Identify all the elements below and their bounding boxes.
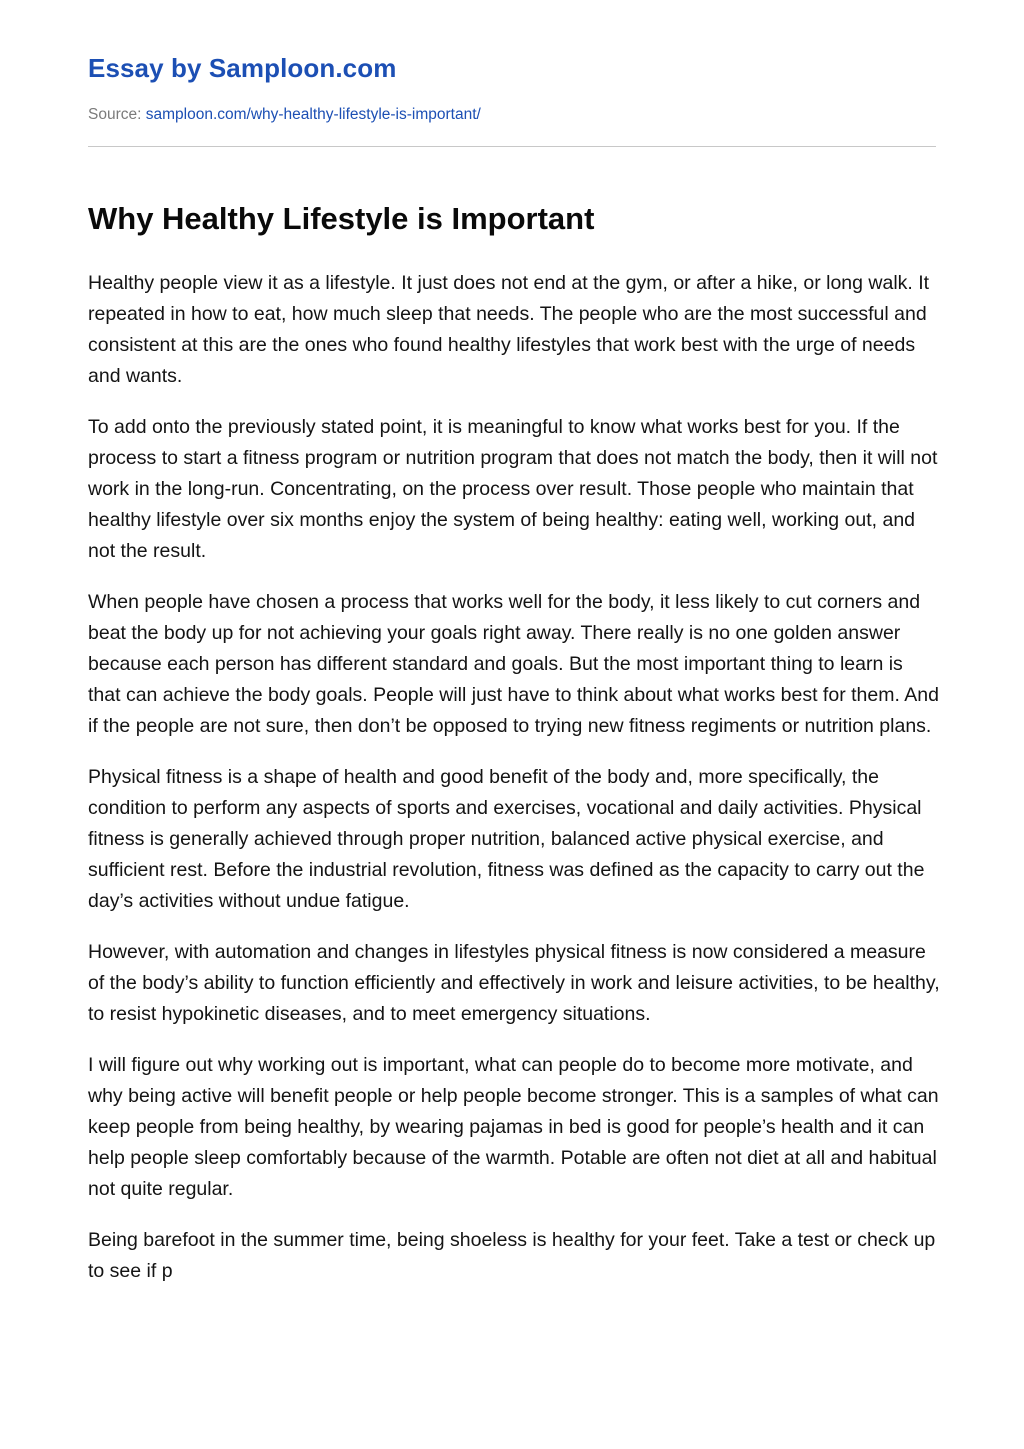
source-link[interactable]: samploon.com/why-healthy-lifestyle-is-important/ [145,106,481,123]
source-label: Source: [88,106,142,123]
paragraph-1: Healthy people view it as a lifestyle. It just does not end at the gym, or after a hike, or long walk. It repeated in how to eat, how much sleep that needs. The people who are the most successful and consistent at this are the ones who found healthy lifestyles that work best with the urge of needs and wants. [88,272,930,387]
paragraph-2: To add onto the previously stated point, it is meaningful to know what works best for you. If the process to start a fitness program or nutrition program that does not match the body, then it will not work in the long-run. Concentrating, on the process over result. Those people who maintain that healthy lifestyle over six months enjoy the system of being healthy: eating well, working out, and not the result. [88,416,938,562]
paragraph-4: Physical fitness is a shape of health and good benefit of the body and, more specifically, the condition to perform any aspects of sports and exercises, vocational and daily activities. Physical fitness is generally achieved through proper nutrition, balanced active physical exercise, and sufficient rest. Before the industrial revolution, fitness was defined as the capacity to carry out the day’s activities without undue fatigue. [88,766,925,912]
paragraph-7: Being barefoot in the summer time, being shoeless is healthy for your feet. Take a test or check up to see if p [88,1229,936,1282]
essay-body [88,268,940,1307]
source-line [88,106,481,124]
essay-title: Why Healthy Lifestyle is Important [88,201,595,236]
paragraph-5: However, with automation and changes in lifestyles physical fitness is now considered a measure of the body’s ability to function efficiently and effectively in work and leisure activities, to be healthy, to resist hypokinetic diseases, and to meet emergency situations. [88,941,940,1025]
site-brand[interactable]: Essay by Samploon.com [88,53,397,83]
paragraph-6: I will figure out why working out is important, what can people do to become more motivate, and why being active will benefit people or help people become stronger. This is a samples of what can keep people from being healthy, by wearing pajamas in bed is good for people’s health and it can help people sleep comfortably because of the warmth. Potable are often not diet at all and habitual not quite regular. [88,1054,939,1200]
paragraph-3: When people have chosen a process that works well for the body, it less likely to cut corners and beat the body up for not achieving your goals right away. There really is no one golden answer because each person has different standard and goals. But the most important thing to learn is that can achieve the body goals. People will just have to think about what works best for them. And if the people are not sure, then don’t be opposed to trying new fitness regiments or nutrition plans. [88,591,939,737]
header-divider [88,146,936,147]
